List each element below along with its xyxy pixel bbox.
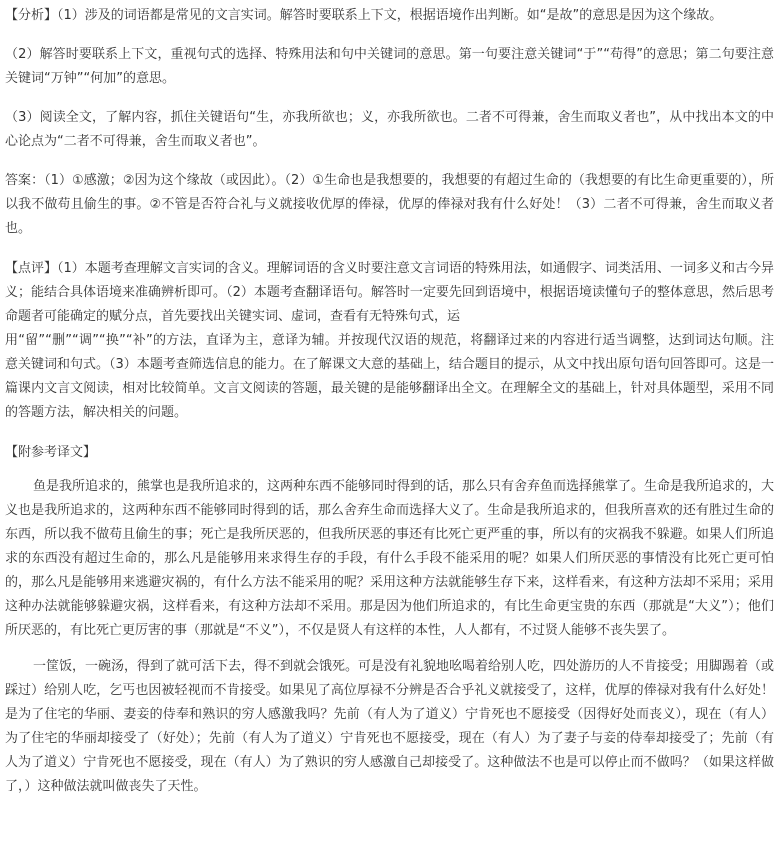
- analysis-part-3: （3）阅读全文，了解内容，抓住关键语句“生，亦我所欲也；义，亦我所欲也。二者不可得兼，舍生而取义者也”，从中找出本文的中心论点为“二者不可得兼，舍生而取义者也”。: [5, 110, 774, 149]
- analysis-part-2: （2）解答时要联系上下文，重视句式的选择、特殊用法和句中关键词的意思。第一句要注意关键词“于”“苟得”的意思；第二句要注意关键词“万钟”“何加”的意思。: [5, 47, 774, 86]
- comment-line-1: 【点评】（1）本题考查理解文言实词的含义。理解词语的含义时要注意文言词语的特殊用法，如通假字、词类活用、一词多义和古今异义；能结合具体语境来准确辨析即可。（2）本题考查翻译语句。解答时一定要先回到语境中，根据语境读懂句子的整体意思，然后思考命题者可能确定的赋分点，首先要找出关键实词、虚词，查看有无特殊句式，运: [5, 261, 774, 324]
- comment-line-2: 用“留”“删”“调”“换”“补”的方法，直译为主，意译为辅。并按现代汉语的规范，将翻译过来的内容进行适当调整，达到词达句顺。注意关键词和句式。（3）本题考查筛选信息的能力。在了解课文大意的基础上，结合题目的提示，从文中找出原句语句回答即可。这是一篇课内文言文阅读，相对比较简单。文言文阅读的答题，最关键的是能够翻译出全文。在理解全文的基础上，针对具体题型，采用不同的答题方法，解决相关的问题。: [5, 333, 774, 420]
- comment-section: [5, 257, 774, 425]
- analysis-part-1: 【分析】（1）涉及的词语都是常见的文言实词。解答时要联系上下文，根据语境作出判断。如“是故”的意思是因为这个缘故。: [5, 8, 723, 23]
- translation-paragraph-2: 一筐饭，一碗汤，得到了就可活下去，得不到就会饿死。可是没有礼貌地吆喝着给别人吃，四处游历的人不肯接受；用脚踢着（或踩过）给别人吃，乞丐也因被轻视而不肯接受。如果见了高位厚禄不分辨是否合乎礼义就接受了，这样，优厚的俸禄对我有什么好处！是为了住宅的华丽、妻妾的侍奉和熟识的穷人感激我吗？先前（有人为了道义）宁肯死也不愿接受（因得好处而丧义），现在（有人）为了住宅的华丽却接受了（好处）；先前（有人为了道义）宁肯死也不愿接受，现在（有人）为了妻子与妾的侍奉却接受了；先前（有人为了道义）宁肯死也不愿接受，现在（有人）为了熟识的穷人感激自己却接受了。这种做法不也是可以停止而不做吗？（如果这样做了，）这种做法就叫做丧失了天性。: [5, 659, 775, 794]
- translation-heading: 【附参考译文】: [5, 445, 97, 460]
- answer-paragraph: 答案：（1）①感激；②因为这个缘故（或因此）。（2）①生命也是我想要的，我想要的有超过生命的（我想要的有比生命更重要的），所以我不做苟且偷生的事。②不管是否符合礼与义就接收优厚的俸禄，优厚的俸禄对我有什么好处！（3）二者不可得兼，舍生而取义者也。: [5, 173, 774, 236]
- translation-paragraph-1: 鱼是我所追求的，熊掌也是我所追求的，这两种东西不能够同时得到的话，那么只有舍弃鱼而选择熊掌了。生命是我所追求的，大义也是我所追求的，这两种东西不能够同时得到的话，那么舍弃生命而选择大义了。生命是我所追求的，但我所喜欢的还有胜过生命的东西，所以我不做苟且偷生的事；死亡是我所厌恶的，但我所厌恶的事还有比死亡更严重的事，所以有的灾祸我不躲避。如果人们所追求的东西没有超过生命的，那么凡是能够用来求得生存的手段，有什么手段不能采用的呢？如果人们所厌恶的事情没有比死亡更可怕的，那么凡是能够用来逃避灾祸的，有什么方法不能采用的呢？采用这种方法就能够生存下来，这样看来，有这种方法却不采用；采用这种办法就能够躲避灾祸，这样看来，有这种方法却不采用。那是因为他们所追求的，有比生命更宝贵的东西（那就是“大义”）；他们所厌恶的，有比死亡更厉害的事（那就是“不义”），不仅是贤人有这样的本性，人人都有，不过贤人能够不丧失罢了。: [5, 479, 775, 638]
